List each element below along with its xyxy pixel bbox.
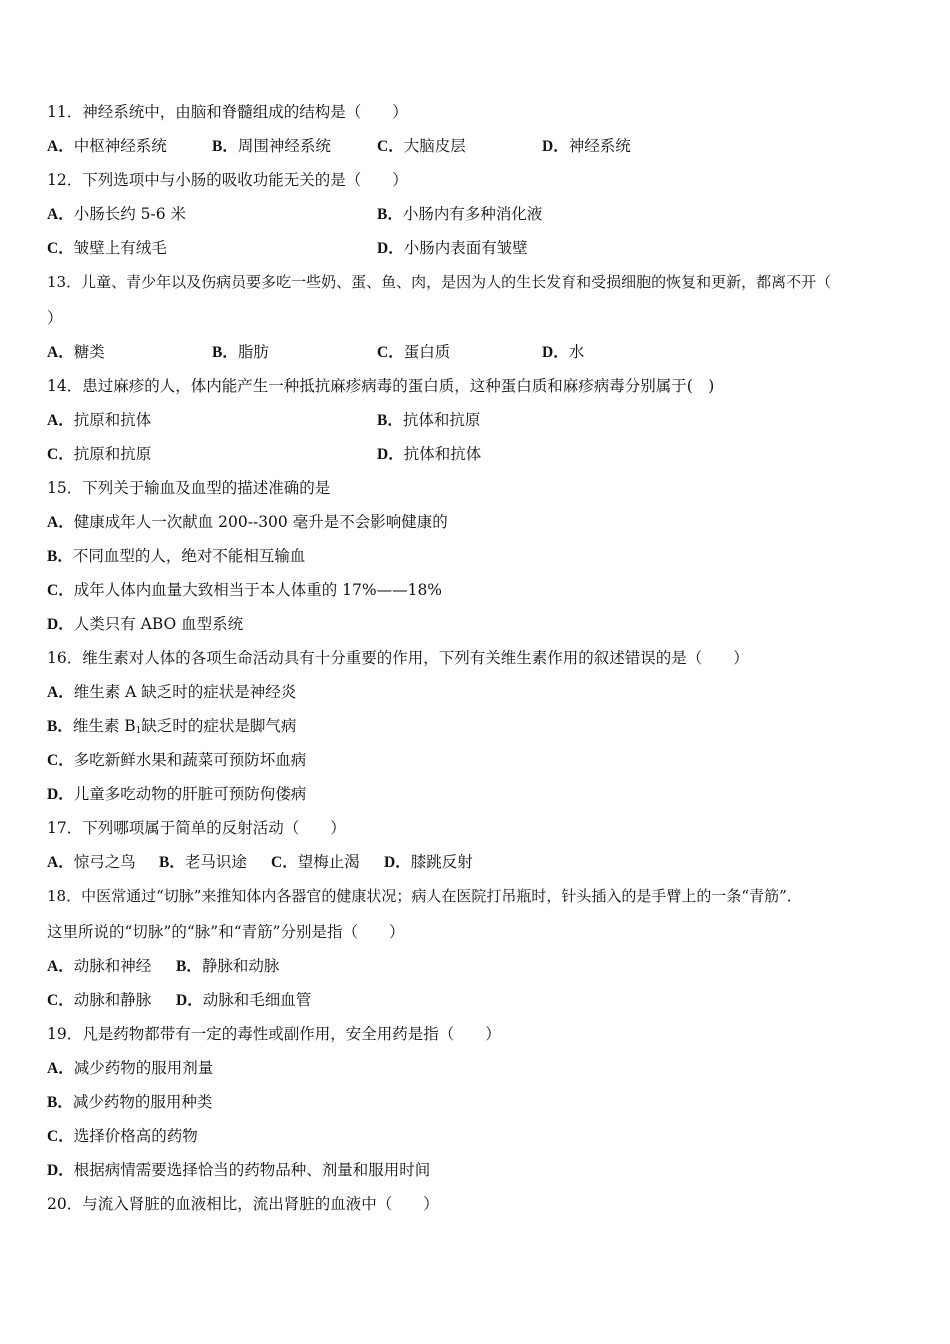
q11-option-a: A．中枢神经系统 <box>47 137 167 155</box>
q12-option-d: D．小肠内表面有皱壁 <box>377 239 528 257</box>
q14-option-b: B．抗体和抗原 <box>377 411 481 429</box>
question-14-stem: 14．患过麻疹的人，体内能产生一种抵抗麻疹病毒的蛋白质，这种蛋白质和麻疹病毒分别属于( ) <box>47 377 715 395</box>
q14-option-d: D．抗体和抗体 <box>377 445 482 463</box>
question-19-stem: 19．凡是药物都带有一定的毒性或副作用，安全用药是指（ ） <box>47 1025 501 1043</box>
q19-option-a: A．减少药物的服用剂量 <box>47 1059 214 1077</box>
q14-option-c: C．抗原和抗原 <box>47 445 152 463</box>
q13-option-a: A．糖类 <box>47 343 105 361</box>
q13-option-d: D．水 <box>542 343 585 361</box>
q19-option-d: D．根据病情需要选择恰当的药物品种、剂量和服用时间 <box>47 1161 431 1179</box>
q13-option-c: C．蛋白质 <box>377 343 451 361</box>
question-12-stem: 12．下列选项中与小肠的吸收功能无关的是（ ） <box>47 171 408 189</box>
q17-option-b: B．老马识途 <box>159 853 247 871</box>
q13-option-b: B．脂肪 <box>212 343 269 361</box>
q11-option-d: D．神经系统 <box>542 137 631 155</box>
question-17-stem: 17．下列哪项属于简单的反射活动（ ） <box>47 819 346 837</box>
q19-option-b: B．减少药物的服用种类 <box>47 1093 213 1111</box>
q17-option-a: A．惊弓之鸟 <box>47 853 136 871</box>
question-13-stem: 13．儿童、青少年以及伤病员要多吃一些奶、蛋、鱼、肉，是因为人的生长发育和受损细胞的恢复和更新，都离不开（ <box>47 273 832 291</box>
q18-option-a: A．动脉和神经 <box>47 957 152 975</box>
q18-option-b: B．静脉和动脉 <box>176 957 280 975</box>
q15-option-d: D．人类只有 ABO 血型系统 <box>47 615 244 633</box>
q17-option-c: C．望梅止渴 <box>271 853 360 871</box>
q12-option-a: A．小肠长约 5-6 米 <box>47 205 187 223</box>
q15-option-c: C．成年人体内血量大致相当于本人体重的 17%——18% <box>47 581 443 599</box>
question-13-stem-continued: ） <box>47 309 63 327</box>
q15-option-a: A．健康成年人一次献血 200--300 毫升是不会影响健康的 <box>47 513 448 531</box>
q19-option-c: C．选择价格高的药物 <box>47 1127 198 1145</box>
q18-option-d: D．动脉和毛细血管 <box>176 991 312 1009</box>
q14-option-a: A．抗原和抗体 <box>47 411 152 429</box>
question-18-stem-continued: 这里所说的“切脉”的“脉”和“青筋”分别是指（ ） <box>47 923 405 941</box>
q16-option-d: D．儿童多吃动物的肝脏可预防佝偻病 <box>47 785 307 803</box>
q11-option-c: C．大脑皮层 <box>377 137 466 155</box>
q12-option-c: C．皱壁上有绒毛 <box>47 239 167 257</box>
question-20-stem: 20．与流入肾脏的血液相比，流出肾脏的血液中（ ） <box>47 1195 439 1213</box>
q17-option-d: D．膝跳反射 <box>384 853 473 871</box>
q16-option-a: A．维生素 A 缺乏时的症状是神经炎 <box>47 683 297 701</box>
question-15-stem: 15．下列关于输血及血型的描述准确的是 <box>47 479 331 497</box>
q16-option-c: C．多吃新鲜水果和蔬菜可预防坏血病 <box>47 751 307 769</box>
q15-option-b: B．不同血型的人，绝对不能相互输血 <box>47 547 306 565</box>
q16-option-b: B．维生素 $B_1$缺乏时的症状是脚气病 <box>47 717 297 736</box>
question-18-stem: 18．中医常通过“切脉”来推知体内各器官的健康状况；病人在医院打吊瓶时，针头插入的是手臂上的一条“青筋”． <box>47 887 802 905</box>
q18-option-c: C．动脉和静脉 <box>47 991 152 1009</box>
question-11-stem: 11．神经系统中，由脑和脊髓组成的结构是（ ） <box>47 103 408 121</box>
q12-option-b: B．小肠内有多种消化液 <box>377 205 543 223</box>
q11-option-b: B．周围神经系统 <box>212 137 331 155</box>
question-16-stem: 16．维生素对人体的各项生命活动具有十分重要的作用，下列有关维生素作用的叙述错误的是（ ） <box>47 649 749 667</box>
